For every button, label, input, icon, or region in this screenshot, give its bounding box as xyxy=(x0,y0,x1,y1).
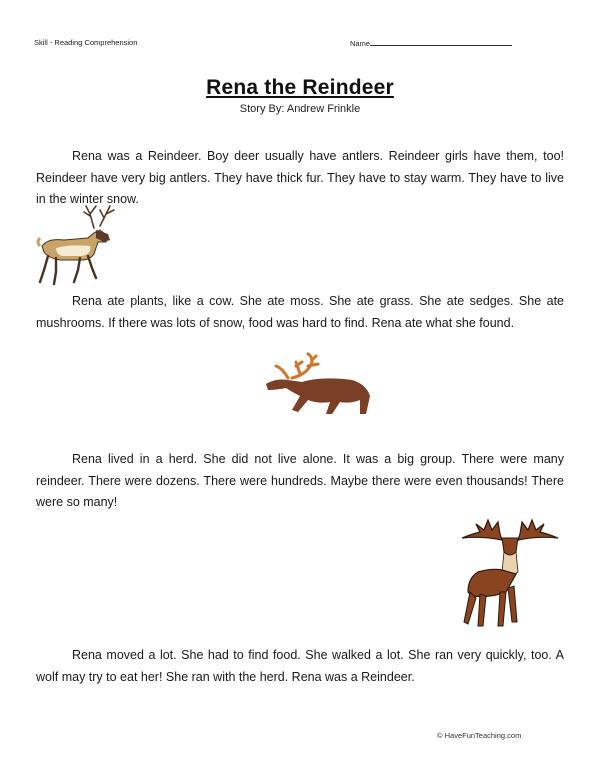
paragraph-3: Rena lived in a herd. She did not live alone. It was a big group. There were many reindeer. There were dozens. There were hundreds. Maybe there were even thousands! There were so many! xyxy=(36,452,564,509)
name-blank-line xyxy=(370,38,512,46)
silhouette-reindeer-illustration xyxy=(262,352,374,420)
name-label: Name xyxy=(350,39,371,48)
walking-reindeer-illustration xyxy=(34,202,128,288)
paragraph-2: Rena ate plants, like a cow. She ate moss. She ate grass. She ate sedges. She ate mushrooms. If there was lots of snow, food was hard to find. Rena ate what she found. xyxy=(36,294,564,330)
skill-label: Skill - Reading Comprehension xyxy=(34,38,138,47)
name-field xyxy=(350,38,512,48)
paragraph-4: Rena moved a lot. She had to find food. She walked a lot. She ran very quickly, too. A wolf may try to eat her! She ran with the herd. Rena was a Reindeer. xyxy=(36,648,564,684)
copyright-footer: © HaveFunTeaching.com xyxy=(437,731,522,740)
standing-elk-illustration xyxy=(452,512,568,636)
paragraph-1: Rena was a Reindeer. Boy deer usually have antlers. Reindeer girls have them, too! Reindeer have very big antlers. They have thick fur. They have to stay warm. They have to live in the winter snow. xyxy=(36,149,564,206)
page-title: Rena the Reindeer xyxy=(206,76,394,99)
story-author: Story By: Andrew Frinkle xyxy=(239,103,361,115)
